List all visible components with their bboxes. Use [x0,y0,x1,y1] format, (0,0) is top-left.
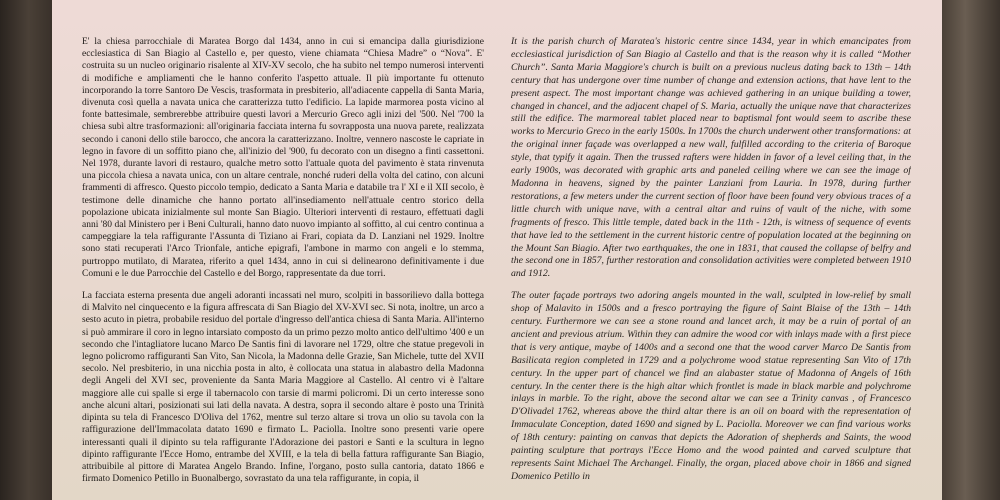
wooden-frame-right [942,0,1000,500]
information-sign-panel [52,0,942,500]
wooden-frame-left [0,0,52,500]
english-paragraph-history: It is the parish church of Maratea's historic centre since 1434, year in which emancipates from ecclesiastical jurisdiction of San Biagio al Castello and that is the reason why it is called “Mother Church”. Santa Maria Maggiore's church is built on a previous nucleus dating back to 13th – 14th century that has undergone over time number of change and extension actions, that have lent to the present aspect. The most important change was achieved gathering in an unique building a tower, changed in chancel, and the adjacent chapel of S. Maria, actually the unique nave that characterizes still the edifice. The marmoreal tablet placed near to baptismal font would seem to ascribe these works to Mercurio Greco in the early 1500s. In 1700s the church underwent other transformations: at the original inner façade was overlapped a new wall, fulfilled according to the criteria of Baroque style, that typify it again. Then the trussed rafters were hidden in favor of a level ceiling that, in the early 1900s, was decorated with graphic arts and paneled ceiling where we can see the image of Madonna in heavens, signed by the painter Lanziani from Lauria. In 1978, during further restorations, a few meters under the current section of floor have been found very obvious traces of a little church with unique nave, with a central altar and ruins of vault of the niche, with some fragments of fresco. This little temple, dated back in the 11th - 12th, is witness of sequence of events that have led to the settlement in the current historic centre of population located at the beginning on the Mount San Biagio. After two earthquakes, the one in 1831, that caused the collapse of belfry and the second one in 1857, further restoration and consolidation activities were completed between 1910 and 1912. [511,36,911,280]
english-paragraph-facade: The outer façade portrays two adoring angels mounted in the wall, sculpted in low-relief by small shop of Malavito in 1500s and a fresco portraying the figure of Saint Blaise of the 13th – 14th century. Furthermore we can see a stone round and lancet arch, it may be a ruin of portal of an ancient and previous atrium. Within they can admire the wood cor with inlays made with a first piece that is very antique, maybe of 1400s and a second one that the wood carver Marco De Santis from Basilicata region completed in 1729 and a polychrome wood statue representing San Vito of 17th century. In the upper part of chancel we find an alabaster statue of Madonna of Angels of 16th century. In the center there is the high altar which frontlet is made in black marble and polychrome inlays in marble. To the right, above the second altar we can see a Trinity canvas , of Francesco D'Olivadel 1762, whereas above the third altar there is an oil on board with the representation of Immaculate Conception, dated 1690 and signed by L. Paciolla. Moreover we can find various works of 18th century: painting on canvas that depicts the Adoration of shepherds and Saints, the wood painting sculpture that portrays l'Ecce Homo and the wood painted and carved sculpture that represents Saint Michael The Archangel. Finally, the organ, placed above choir in 1866 and signed Domenico Petillo in [511,290,911,482]
italian-paragraph-history: E' la chiesa parrocchiale di Maratea Borgo dal 1434, anno in cui si emancipa dalla giurisdizione ecclesiastica di San Biagio al Castello e, per questo, viene chiamata “Chiesa Madre” o “Nova”. E' costruita su un nucleo originario risalente al XIV-XV secolo, che ha subito nel tempo numerosi interventi di modifiche e ampliamenti che le hanno conferito l'aspetto attuale. Il più importante fu ottenuto incorporando la torre Santoro De Vescis, trasformata in presbiterio, all'adiacente cappella di Santa Maria, divenuta così quella a navata unica che caratterizza tutto l'edificio. La lapide marmorea posta vicino al fonte battesimale, sembrerebbe attribuire questi lavori a Mercurio Greco agli inizi del '500. Nel '700 la chiesa subì altre trasformazioni: all'originaria facciata interna fu sovrapposta una nuova parete, realizzata secondo i canoni dello stile barocco, che ancora la caratterizzano. Inoltre, vennero nascoste le capriate in legno in favore di un soffitto piano che, all'inizio del '900, fu decorato con un disegno a finti cassettoni. Nel 1978, durante lavori di restauro, qualche metro sotto l'attuale quota del pavimento è stata rinvenuta una piccola chiesa a navata unica, con un altare centrale, nonché ruderi della volta del catino, con alcuni frammenti di affresco. Questo piccolo tempio, dedicato a Santa Maria e databile tra l' XI e il XII secolo, è testimone delle dinamiche che hanno portato all'insediamento nell'attuale centro storico della popolazione ubicata inizialmente sul monte San Biagio. Ulteriori interventi di restauro, effettuati dagli anni '80 dal Ministero per i Beni Culturali, hanno dato nuovo impianto al soffitto, al cui centro continua a campeggiare la tela raffigurante l'Assunta di Tiziano ai Frari, copiata da D. Lanziani nel 1929. Inoltre sono stati recuperati l'Arco Trionfale, antiche epigrafi, l'ambone in marmo con angeli e lo stemma, purtroppo mutilato, di Maratea, riferito a quel 1434, anno in cui si delinearono definitivamente i due Comuni e le due Parrocchie del Castello e del Borgo, rappresentate da due torri. [82,37,484,279]
english-text-column [511,36,911,500]
italian-text-column [82,36,484,500]
italian-paragraph-facade: La facciata esterna presenta due angeli adoranti incassati nel muro, scolpiti in bassorilievo dalla bottega di Malvito nel cinquecento e la figura affrescata di San Biagio del XV-XVI sec. Si nota, inoltre, un arco a sesto acuto in pietra, probabile residuo del portale d'ingresso dell'antica chiesa di Santa Maria. All'interno si può ammirare il coro in legno intarsiato composto da un primo pezzo molto antico dell'ultimo '400 e un secondo che l'intagliatore lucano Marco De Santis finì di lavorare nel 1729, oltre che statue pregevoli in legno policromo raffiguranti San Vito, San Nicola, la Madonna delle Grazie, San Michele, tutte del XVII secolo. Nel presbiterio, in una nicchia posta in alto, è collocata una statua in alabastro della Madonna degli Angeli del XVI sec, proveniente da Santa Maria Maggiore al Castello. Al centro vi è l'altare maggiore alle cui spalle si erge il tabernacolo con tarsie di marmi policromi. Di un certo interesse sono anche alcuni altari, posizionati sui lati della navata. A destra, sopra il secondo altare è posto una Trinità dipinta su tela di Francesco D'Oliva del 1762, mentre sul terzo altare si trova un olio su tavola con la raffigurazione dell'Immacolata datato 1690 e firmato L. Paciolla. Inoltre sono presenti varie opere interessanti quali il dipinto su tela raffigurante l'Adorazione dei pastori e Santi e la scultura in legno dipinto raffigurante l'Ecce Homo, entrambe del XVIII, e la tela di bella fattura raffigurante San Biagio, attribuibile al pittore di Maratea Angelo Brando. Infine, l'organo, posto sulla cantoria, datato 1866 e firmato Domenico Petillo in Buonalbergo, sovrastato da una tela raffigurante, in copia, il [82,291,484,485]
